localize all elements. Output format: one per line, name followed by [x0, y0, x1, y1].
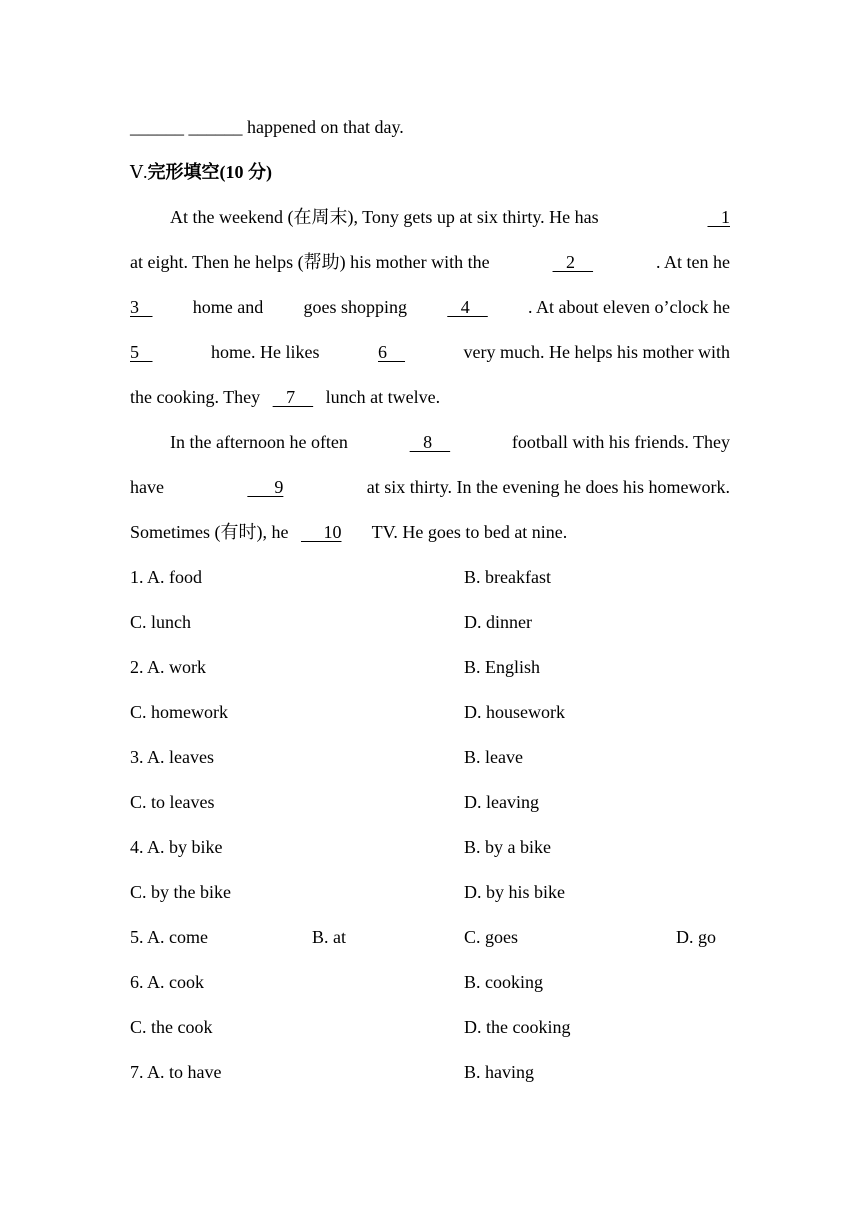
option-d: D. leaving	[464, 792, 539, 812]
option-a: 6. A. cook	[130, 972, 204, 992]
option-b: B. having	[464, 1062, 534, 1082]
passage-text: At the weekend (在周末), Tony gets up at six thirty. He has	[170, 207, 599, 227]
passage-text: In the afternoon he often	[170, 432, 348, 452]
passage-text: goes shopping	[303, 297, 408, 317]
passage-line	[130, 476, 730, 498]
option-d: D. by his bike	[464, 882, 565, 902]
option-c: C. by the bike	[130, 882, 231, 902]
passage-text: . At ten he	[655, 252, 730, 272]
option-b: B. leave	[464, 747, 523, 767]
passage-line	[130, 251, 730, 273]
passage-line	[130, 341, 730, 363]
passage-text: at eight. Then he helps (帮助) his mother with the	[130, 252, 490, 272]
option-a: 5. A. come	[130, 927, 208, 947]
blank-7: 7	[272, 387, 314, 407]
blank-1: 1	[707, 207, 730, 227]
option-c: C. to leaves	[130, 792, 215, 812]
blank-underlines: ______ ______	[130, 117, 243, 137]
passage-text: lunch at twelve.	[325, 387, 441, 407]
section-heading	[130, 161, 730, 183]
blank-9: 9	[247, 477, 284, 497]
option-b: B. English	[464, 657, 541, 677]
option-d: D. go	[676, 927, 716, 947]
blank-8: 8	[409, 432, 451, 452]
option-d: D. the cooking	[464, 1017, 571, 1037]
blank-6: 6	[378, 342, 406, 362]
option-a: 7. A. to have	[130, 1062, 222, 1082]
passage-line	[170, 206, 730, 228]
option-a: 3. A. leaves	[130, 747, 214, 767]
option-b: B. at	[312, 927, 346, 947]
option-a: 2. A. work	[130, 657, 206, 677]
section-numeral: Ⅴ.	[130, 162, 148, 182]
blank-2: 2	[552, 252, 594, 272]
passage-text: have	[130, 477, 164, 497]
option-d: D. dinner	[464, 612, 532, 632]
passage-text: . At about eleven o’clock he	[528, 297, 730, 317]
option-c: C. lunch	[130, 612, 191, 632]
option-b: B. cooking	[464, 972, 543, 992]
blank-10: 10	[300, 522, 342, 542]
passage-text: very much. He helps his mother with	[463, 342, 730, 362]
passage-text: Sometimes (有时), he	[130, 522, 289, 542]
option-d: D. housework	[464, 702, 565, 722]
answer-line	[130, 116, 730, 138]
section-title: 完形填空(10 分)	[147, 162, 272, 182]
answer-line-text: happened on that day.	[242, 117, 404, 137]
passage-line	[130, 521, 730, 543]
option-c: C. homework	[130, 702, 228, 722]
passage-text: the cooking. They	[130, 387, 261, 407]
option-b: B. breakfast	[464, 567, 551, 587]
option-a: 4. A. by bike	[130, 837, 223, 857]
passage-line	[130, 296, 730, 318]
blank-3: 3	[130, 297, 153, 317]
blank-5: 5	[130, 342, 153, 362]
option-b: B. by a bike	[464, 837, 551, 857]
option-c: C. goes	[464, 927, 518, 947]
passage-line	[130, 386, 730, 408]
passage-text: at six thirty. In the evening he does his homework.	[366, 477, 730, 497]
passage-line	[170, 431, 730, 453]
blank-4: 4	[447, 297, 488, 317]
passage-text: home. He likes	[211, 342, 320, 362]
option-a: 1. A. food	[130, 567, 202, 587]
passage-text: football with his friends. They	[511, 432, 730, 452]
option-c: C. the cook	[130, 1017, 213, 1037]
passage-text: TV. He goes to bed at nine.	[371, 522, 568, 542]
passage-text: home and	[192, 297, 264, 317]
